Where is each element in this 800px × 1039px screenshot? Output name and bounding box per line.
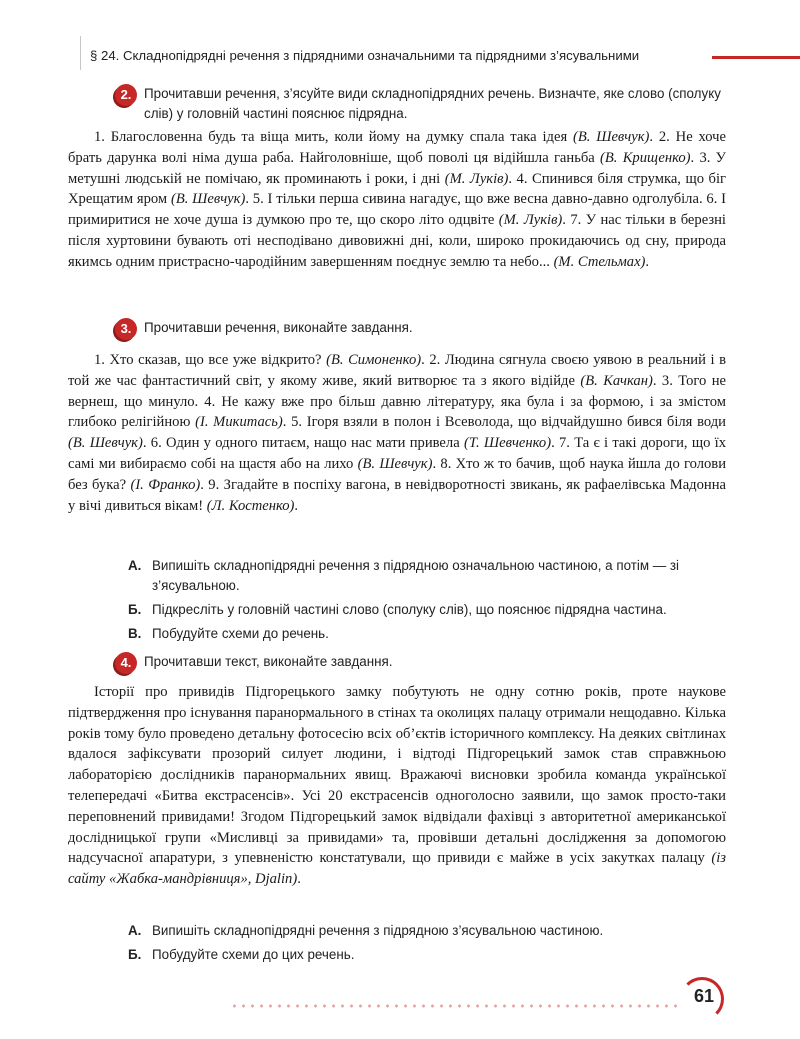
exercise-3-text: [68, 350, 726, 516]
exercise-text: 1. Хто сказав, що все уже відкрито? (В. Симоненко). 2. Людина сягнула своєю уявою в реальний і в той же час фантастичний світ, у якому живе, який витворює та з якого відійде (В. Качкан). 3. Того не вернеш, що минуло. 4. Не кажу вже про більш давню літературу, яка була і за формою, і за змістом глибоко релігійною (І. Микитась). 5. Ігоря взяли в полон і Всеволода, що відчайдушно бився біля води (В. Шевчук). 6. Один у одного питаєм, нащо нас мати привела (Т. Шевченко). 7. Та є і такі дороги, що їх самі ми вибираємо собі на щастя або на лихо (В. Шевчук). 8. Хто ж то бачив, щоб наука йшла до голови без бука? (І. Франко). 9. Згадайте в поспіху вагона, в невідворотності звикань, як рафаелівська Мадонна у вічі дивиться вікам! (Л. Костенко).: [68, 352, 727, 514]
exercise-instruction: Прочитавши текст, виконайте завдання.: [144, 654, 393, 669]
subtask-c: [128, 624, 728, 644]
subtask-text: Випишіть складнопідрядні речення з підрядною означальною частиною, а потім — зі з’ясувальною.: [152, 558, 679, 593]
exercise-number-badge: 2.: [115, 84, 137, 106]
subtask-a: [128, 556, 728, 596]
subtask-text: Побудуйте схеми до цих речень.: [152, 947, 355, 962]
subtask-b: [128, 945, 728, 965]
exercise-4-text: [68, 682, 726, 890]
subtask-letter: Б.: [128, 602, 142, 617]
page-number-badge: [680, 977, 724, 1021]
subtask-letter: Б.: [128, 947, 142, 962]
exercise-4-subtasks: [128, 921, 728, 969]
exercise-3-subtasks: [128, 556, 728, 648]
subtask-text: Побудуйте схеми до речень.: [152, 626, 329, 641]
section-title: § 24. Складнопідрядні речення з підрядними означальними та підрядними з’ясувальними: [90, 48, 640, 63]
header-divider: [80, 36, 81, 70]
exercise-3-instruction: [118, 318, 738, 338]
exercise-text: Історії про привидів Підгорецького замку побутують не одну сотню років, проте наукове підтвердження про існування паранормального в стінах та околицях палацу отримали нещодавно. Кілька років тому було проведено детальну фотосесію всіх об’єктів історичного комплексу. На деяких світлинах вдалося зафіксувати прозорий силует людини, і відтоді Підгорецький замок став справжньою лабораторією дослідників паранормальних явищ. Вражаючі висновки зробила команда української телепередачі «Битва екстрасенсів». Усі 20 екстрасенсів одноголосно заявили, що замок просто-таки переповнений привидами! Згодом Підгорецький замок відвідали фахівці з авторитетної американської дослідницької групи «Мисливці за привидами» та, провівши детальні дослідження за допомогою надсучасної апаратури, з упевненістю констатували, що привиди є майже в усіх закутках палацу (із сайту «Жабка-мандрівниця», Djalin).: [68, 684, 726, 888]
running-head: [0, 46, 800, 68]
exercise-instruction: Прочитавши речення, виконайте завдання.: [144, 320, 413, 335]
subtask-letter: В.: [128, 626, 142, 641]
subtask-b: [128, 600, 728, 620]
exercise-4-instruction: [118, 652, 738, 672]
subtask-text: Підкресліть у головній частині слово (сполуку слів), що пояснює підрядна частина.: [152, 602, 667, 617]
footer-dot-pattern: [230, 1002, 680, 1010]
header-accent-bar: [712, 56, 800, 59]
exercise-text: 1. Благословенна будь та віща мить, коли йому на думку спала така ідея (В. Шевчук). 2. Не хоче брать дарунка волі німа душа раба. Найголовніше, щоб поволі ця відійшла ганьба (В. Крищенко). 3. У метушні людській не помічаю, як проминають і роки, і дні (М. Луків). 4. Спинився біля струмка, що біг Хрещатим яром (В. Шевчук). 5. І тільки перша сивина нагадує, що вже весна давно-давно одголубіла. 6. І примиритися не хоче душа із думкою про те, що скоро літо одцвіте (М. Луків). 7. У нас тільки в березні після хуртовини бувають оті несподівано дивовижні дні, коли, широко прокидаючись од сну, природа якимсь одним пристрасно-чародійним завершенням поєднує землю та небо... (М. Стельмах).: [68, 129, 727, 270]
subtask-text: Випишіть складнопідрядні речення з підрядною з’ясувальною частиною.: [152, 923, 604, 938]
exercise-number-badge: 4.: [115, 652, 137, 674]
exercise-instruction: Прочитавши речення, з’ясуйте види складнопідрядних речень. Визначте, яке слово (сполуку слів) у головній частині пояснює підрядна.: [144, 86, 721, 121]
exercise-number-badge: 3.: [115, 318, 137, 340]
subtask-letter: А.: [128, 558, 142, 573]
subtask-letter: А.: [128, 923, 142, 938]
subtask-a: [128, 921, 728, 941]
page-number: 61: [693, 986, 715, 1006]
exercise-2-instruction: [118, 84, 738, 124]
exercise-2-text: [68, 127, 726, 273]
